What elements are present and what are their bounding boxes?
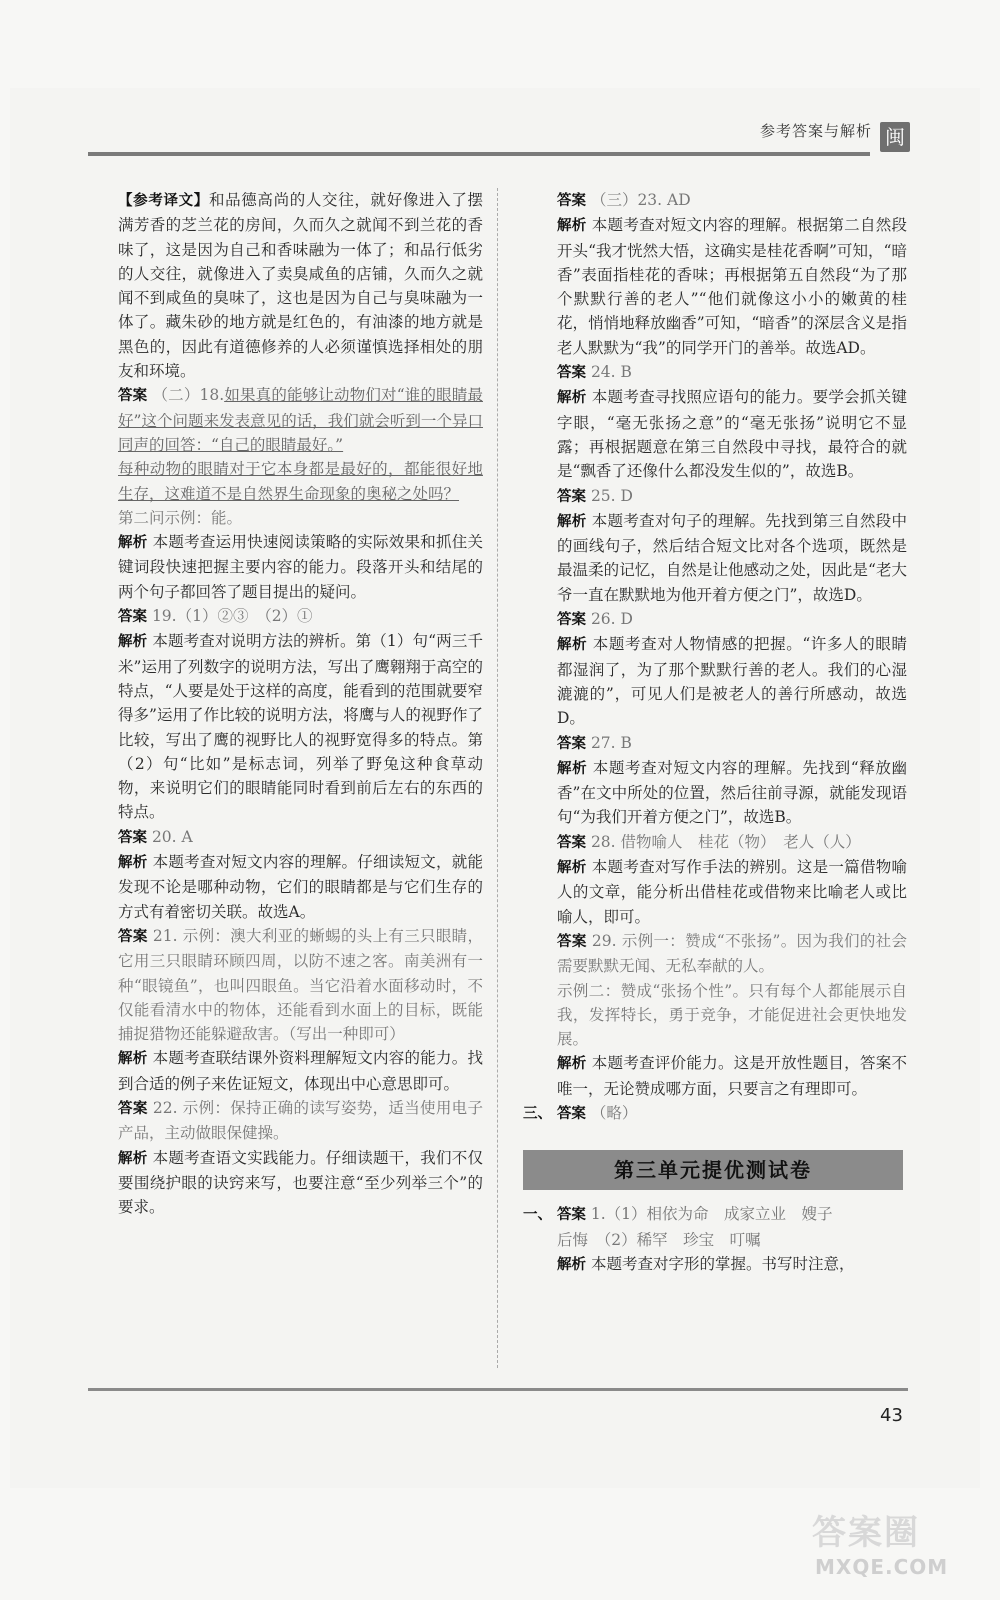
answer-label: 答案 <box>557 365 586 382</box>
answer-label: 答案 <box>557 933 587 950</box>
answer-27 <box>557 731 907 756</box>
answer-label: 答案 <box>556 1105 586 1122</box>
analysis-text: 本题考查对说明方法的辨析。第（1）句“两三千米”运用了列数字的说明方法，写出了鹰翱翔于高空的特点，“人要是处于这样的高度，能看到的范围就要窄得多”运用了作比较的说明方法，将鹰与人的视野作了比较，写出了鹰的视野比人的视野宽得多的特点。第（2）句“比如”是标志词，列举了野兔这种食草动物，来说明它们的眼睛能同时看到前后左右的东西的特点。 <box>118 632 484 822</box>
column-divider <box>497 188 499 1368</box>
analysis-text: 本题考查对写作手法的辨别。这是一篇借物喻人的文章，能分析出借桂花或借物来比喻老人或比喻人，即可。 <box>557 858 907 926</box>
analysis-label: 解析 <box>557 860 587 877</box>
answer-20 <box>118 825 483 850</box>
answer-label: 答案 <box>118 1100 148 1117</box>
answer-22 <box>118 1096 483 1146</box>
section-number: 三、 <box>523 1105 552 1122</box>
answer-19 <box>118 604 483 629</box>
analysis-26 <box>557 632 907 730</box>
analysis-text: 本题考查评价能力。这是开放性题目，答案不唯一，无论赞成哪方面，只要言之有理即可。 <box>557 1054 907 1098</box>
translation-text: 和品德高尚的人交往，就好像进入了摆满芳香的芝兰花的房间，久而久之就闻不到兰花的香味了，这是因为自己和香味融为一体了；和品行低劣的人交往，就像进入了卖臭咸鱼的店铺，久而久之就闻不到咸鱼的臭味了，这也是因为自己与臭味融为一体了。藏朱砂的地方就是红色的，有油漆的地方就是黑色的，因此有道德修养的人必须谨慎选择相处的朋友和环境。 <box>118 191 483 381</box>
reference-translation <box>118 188 483 383</box>
answer-24 <box>557 360 907 385</box>
analysis-label: 解析 <box>118 535 148 552</box>
answer-text: 如果真的能够让动物们对“谁的眼睛最好”这个问题来发表意见的话，我们就会听到一个异口同声的回答：“自己的眼睛最好。” <box>118 386 483 454</box>
answer-text: （略） <box>590 1103 638 1122</box>
analysis-text: 本题考查对短文内容的理解。先找到“释放幽香”在文中所处的位置，然后往前寻源，就能发现语句“为我们开着方便之门”，故选B。 <box>557 758 907 827</box>
answer-label: 答案 <box>118 829 147 846</box>
analysis-text: 本题考查对人物情感的把握。“许多人的眼睛都湿润了，为了那个默默行善的老人。我们的心湿漉漉的”，可见人们是被老人的善行所感动，故选D。 <box>557 635 907 728</box>
region-badge: 闽 <box>880 122 910 152</box>
analysis-27 <box>557 756 907 830</box>
answer-label: 答案 <box>557 193 586 209</box>
answer-text: 1.（1）相依为命 成家立业 嫂子 <box>590 1205 833 1224</box>
answer-text: 26. D <box>590 610 633 629</box>
translation-label: 【参考译文】 <box>118 193 209 209</box>
analysis-label: 解析 <box>118 634 148 651</box>
answer-18 <box>118 383 483 457</box>
analysis-label: 解析 <box>557 390 587 407</box>
answer-28 <box>557 830 907 855</box>
analysis-29 <box>557 1051 907 1101</box>
footer-rule <box>88 1388 908 1391</box>
answer-text: 20. A <box>151 827 193 846</box>
analysis-label: 解析 <box>557 513 587 530</box>
answer-23 <box>557 188 907 213</box>
analysis-text: 本题考查寻找照应语句的能力。要学会抓关键字眼，“毫无张扬之意”的“毫无张扬”说明它不显露；再根据题意在第三自然段中寻找，最符合的就是“飘香了还像什么都没发生似的”，故选B。 <box>557 388 907 481</box>
analysis-text: 本题考查联结课外资料理解短文内容的能力。找到合适的例子来佐证短文，体现出中心意思即可。 <box>118 1049 483 1093</box>
left-column <box>118 188 483 1219</box>
answer-label: 答案 <box>557 488 586 505</box>
page-number: 43 <box>880 1405 903 1426</box>
analysis-label: 解析 <box>557 1256 586 1273</box>
header-rule <box>88 152 870 156</box>
answer-29-example2: 示例二：赞成“张扬个性”。只有每个人都能展示自我，发挥特长，勇于竞争，才能促进社会更快地发展。 <box>557 981 907 1049</box>
section-number: 一、 <box>523 1207 552 1224</box>
answer-label: 答案 <box>118 388 148 405</box>
analysis-28 <box>557 855 907 929</box>
answer-text: 21. 示例：澳大利亚的蜥蜴的头上有三只眼睛，它用三只眼睛环顾四周，以防不速之客。南美洲有一种“眼镜鱼”，也叫四眼鱼。当它沿着水面移动时，不仅能看清水中的物体，还能看到水面上的目标，既能捕捉猎物还能躲避敌害。（写出一种即可） <box>118 926 483 1044</box>
answer-text: 22. 示例：保持正确的读写姿势，适当使用电子产品，主动做眼保健操。 <box>118 1098 483 1143</box>
analysis-label: 解析 <box>118 1150 148 1167</box>
section-3-answer <box>523 1101 907 1126</box>
analysis-label: 解析 <box>557 1056 587 1073</box>
answer-text: 25. D <box>590 486 633 505</box>
answer-text: 19.（1）②③ （2）① <box>151 607 313 626</box>
answer-label: 答案 <box>556 1207 586 1224</box>
answer-label: 答案 <box>118 609 147 626</box>
answer-label: 答案 <box>118 928 148 945</box>
analysis-22 <box>118 1146 483 1220</box>
analysis-text: 本题考查对短文内容的理解。根据第二自然段开头“我才恍然大悟，这确实是桂花香啊”可知，“暗香”表面指桂花的香味；再根据第五自然段“为了那个默默行善的老人”“他们就像这小小的嫩黄的桂花，悄悄地释放幽香”可知，“暗香”的深层含义是指老人默默为“我”的同学开门的善举。故选AD。 <box>557 216 907 357</box>
analysis-label: 解析 <box>557 760 588 777</box>
answer-text: （三）23. AD <box>590 191 691 209</box>
analysis-21 <box>118 1046 483 1096</box>
analysis-24 <box>557 385 907 483</box>
watermark-url: MXQE.COM <box>815 1555 949 1579</box>
answer-25 <box>557 484 907 509</box>
analysis-label: 解析 <box>557 637 588 654</box>
analysis-23 <box>557 213 907 360</box>
analysis-label: 解析 <box>118 855 148 872</box>
answer-26 <box>557 607 907 632</box>
watermark-logo-text: 答案圈 <box>812 1513 920 1553</box>
answer-29 <box>557 929 907 979</box>
answer-number: （二）18. <box>152 386 225 405</box>
answer-label: 答案 <box>557 612 586 629</box>
answer-18-part3: 第二问示例：能。 <box>118 508 243 527</box>
analysis-text: 本题考查对字形的掌握。书写时注意， <box>590 1254 855 1273</box>
header-title: 参考答案与解析 <box>760 122 873 140</box>
analysis-text: 本题考查对短文内容的理解。仔细读短文，就能发现不论是哪种动物，它们的眼睛都是与它们生存的方式有着密切关联。故选A。 <box>118 853 483 921</box>
answer-label: 答案 <box>557 735 586 752</box>
section-1-answer <box>523 1202 907 1227</box>
analysis-18 <box>118 530 483 604</box>
answer-text: 24. B <box>590 363 632 382</box>
answer-text: 28. 借物喻人 桂花（物） 老人（人） <box>590 832 861 851</box>
answer-text: 29. 示例一：赞成“不张扬”。因为我们的社会需要默默无闻、无私奉献的人。 <box>557 931 908 976</box>
answer-label: 答案 <box>557 834 586 851</box>
analysis-19 <box>118 629 483 824</box>
analysis-text: 本题考查语文实践能力。仔细读题干，我们不仅要围绕护眼的诀窍来写，也要注意“至少列举三个”的要求。 <box>118 1148 483 1217</box>
analysis-25 <box>557 509 907 607</box>
section-1-analysis <box>557 1252 907 1277</box>
analysis-label: 解析 <box>557 218 587 235</box>
analysis-label: 解析 <box>118 1051 148 1068</box>
answer-text: 27. B <box>590 733 632 752</box>
unit-test-banner: 第三单元提优测试卷 <box>523 1150 903 1190</box>
analysis-text: 本题考查运用快速阅读策略的实际效果和抓住关键词段快速把握主要内容的能力。段落开头和结尾的两个句子都回答了题目提出的疑问。 <box>118 533 483 601</box>
analysis-text: 本题考查对句子的理解。先找到第三自然段中的画线句子，然后结合短文比对各个选项，既然是最温柔的记忆，自然是让他感动之处，因此是“老大爷一直在默默地为他开着方便之门”，故选D。 <box>557 511 907 604</box>
analysis-20 <box>118 850 483 924</box>
right-column <box>523 188 908 1277</box>
answer-18-part2: 每种动物的眼睛对于它本身都是最好的，都能很好地生存，这难道不是自然界生命现象的奥秘之处吗？ <box>118 460 483 503</box>
answer-21 <box>118 924 483 1046</box>
section-1-answer-cont: 后悔 （2）稀罕 珍宝 叮嘱 <box>557 1230 761 1249</box>
